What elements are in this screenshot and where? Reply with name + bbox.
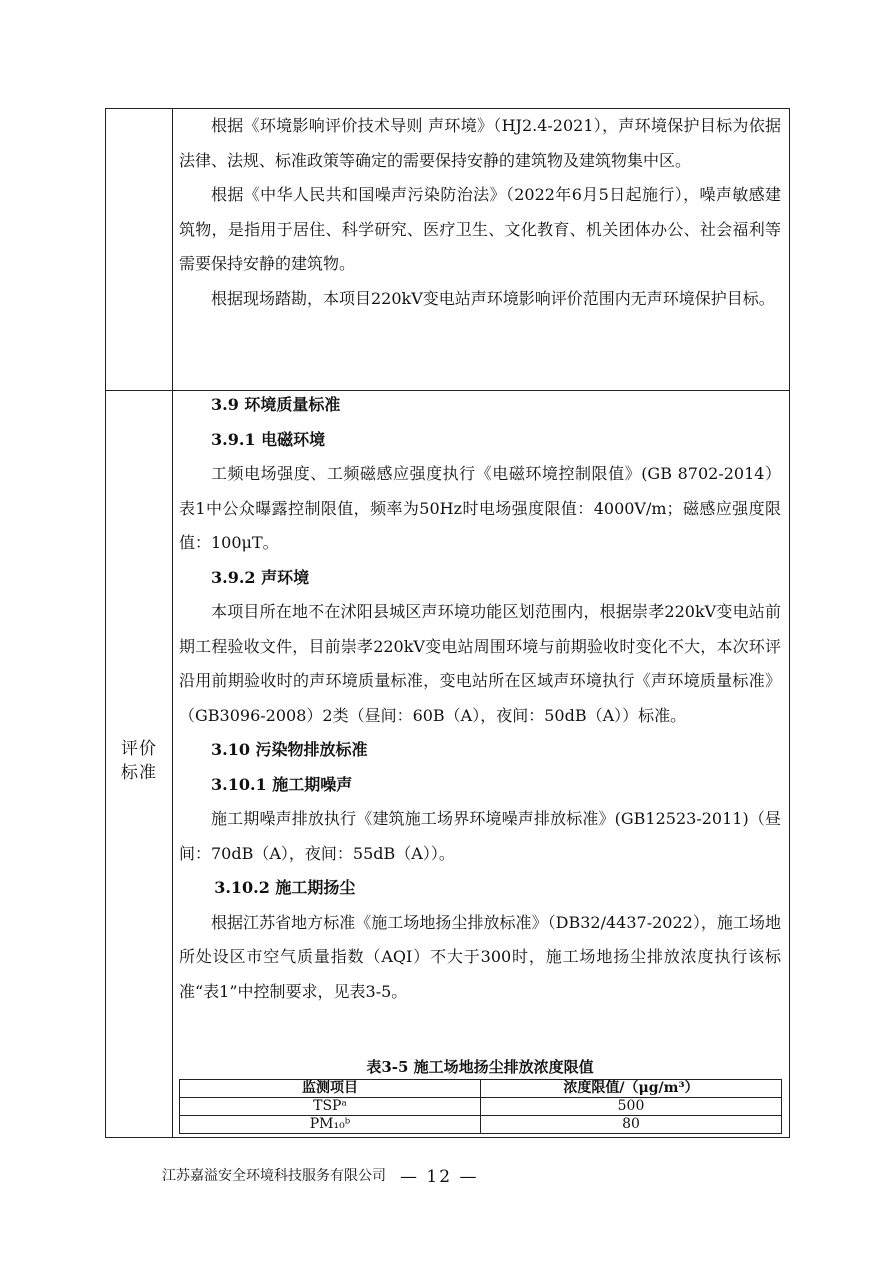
paragraph: 根据现场踏勘，本项目220kV变电站声环境影响评价范围内无声环境保护目标。 xyxy=(211,288,775,308)
table-title: 表3-5 施工场地扬尘排放浓度限值 xyxy=(366,1058,594,1076)
page-number: — 12 — xyxy=(400,1167,479,1187)
heading-3-9: 3.9 环境质量标准 xyxy=(211,395,341,414)
heading-3-10-1: 3.10.1 施工期噪声 xyxy=(211,774,353,794)
paragraph: 根据《环境影响评价技术导则 声环境》（HJ2.4-2021），声环境保护目标为依据法律、法规、标准政策等确定的需要保持安静的建筑物及建筑物集中区。 xyxy=(179,116,781,170)
heading-3-9-2: 3.9.2 声环境 xyxy=(211,567,310,587)
paragraph: 根据江苏省地方标准《施工场地扬尘排放标准》（DB32/4437-2022），施工场地所处设区市空气质量指数（AQI）不大于300时，施工场地扬尘排放浓度执行该标准“表1”中控制要求，见表3-5。 xyxy=(179,912,781,1001)
table-cell: 500 xyxy=(481,1098,782,1116)
table-cell: 80 xyxy=(481,1116,782,1134)
column-header: 监测项目 xyxy=(180,1080,481,1098)
heading-3-10-2: 3.10.2 施工期扬尘 xyxy=(214,878,356,897)
left-column-label xyxy=(106,737,172,785)
column-header: 浓度限值/（μg/m³） xyxy=(481,1080,782,1098)
table-cell: PM₁₀ᵇ xyxy=(180,1116,481,1134)
table-cell: TSPᵃ xyxy=(180,1098,481,1116)
protection-target-section xyxy=(179,109,781,316)
table-header-row xyxy=(180,1080,782,1098)
heading-3-9-1: 3.9.1 电磁环境 xyxy=(211,429,326,449)
evaluation-standards-section xyxy=(179,388,781,1009)
footer-company: 江苏嘉溢安全环境科技服务有限公司 xyxy=(162,1168,386,1184)
column-divider xyxy=(172,109,173,1137)
dust-limit-table xyxy=(179,1079,782,1134)
heading-3-10: 3.10 污染物排放标准 xyxy=(211,740,368,759)
content-table-frame xyxy=(105,108,790,1138)
table-row xyxy=(180,1116,782,1134)
table-row xyxy=(180,1098,782,1116)
paragraph: 本项目所在地不在沭阳县城区声环境功能区划范围内，根据崇孝220kV变电站前期工程验收文件，目前崇孝220kV变电站周围环境与前期验收时变化不大，本次环评沿用前期验收时的声环境质量标准，变电站所在区域声环境执行《声环境质量标准》（GB3096-2008）2类（昼间：60B（A），夜间：50dB（A））标准。 xyxy=(179,602,781,725)
paragraph: 工频电场强度、工频磁感应强度执行《电磁环境控制限值》(GB 8702-2014）表1中公众曝露控制限值，频率为50Hz时电场强度限值：4000V/m；磁感应强度限值：100μT。 xyxy=(179,464,781,552)
label-text: 评价 标准 xyxy=(121,739,157,783)
paragraph: 施工期噪声排放执行《建筑施工场界环境噪声排放标准》(GB12523-2011)（昼间：70dB（A），夜间：55dB（A））。 xyxy=(179,809,781,863)
paragraph: 根据《中华人民共和国噪声污染防治法》（2022年6月5日起施行），噪声敏感建筑物，是指用于居住、科学研究、医疗卫生、文化教育、机关团体办公、社会福利等需要保持安静的建筑物。 xyxy=(179,185,781,273)
